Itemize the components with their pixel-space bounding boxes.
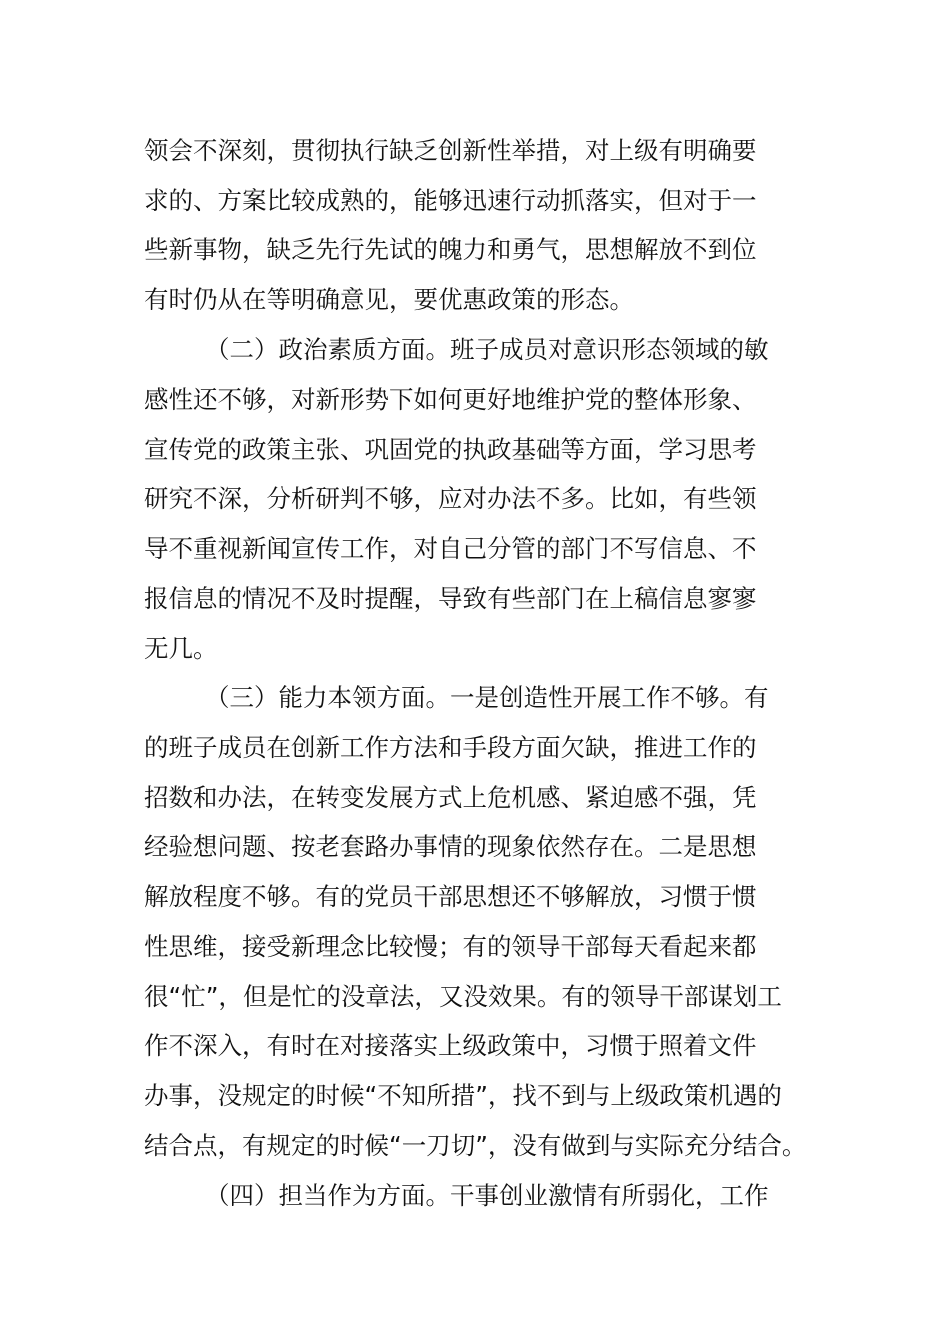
text-line: 报信息的情况不及时提醒，导致有些部门在上稿信息寥寥 bbox=[144, 584, 757, 613]
text-line: 无几。 bbox=[144, 634, 218, 663]
text-line: 宣传党的政策主张、巩固党的执政基础等方面，学习思考 bbox=[144, 435, 757, 464]
text-line: 的班子成员在创新工作方法和手段方面欠缺，推进工作的 bbox=[144, 733, 757, 762]
text-line: 感性还不够，对新形势下如何更好地维护党的整体形象、 bbox=[144, 385, 757, 414]
text-line: 性思维，接受新理念比较慢；有的领导干部每天看起来都 bbox=[144, 932, 757, 961]
text-line: 结合点，有规定的时候“一刀切”，没有做到与实际充分结合。 bbox=[144, 1131, 807, 1160]
text-line: 作不深入，有时在对接落实上级政策中，习惯于照着文件 bbox=[144, 1031, 757, 1060]
text-line: 解放程度不够。有的党员干部思想还不够解放，习惯于惯 bbox=[144, 882, 757, 911]
section-heading-line: （二）政治素质方面。班子成员对意识形态领域的敏 bbox=[205, 335, 769, 364]
text-line: 些新事物，缺乏先行先试的魄力和勇气，思想解放不到位 bbox=[144, 235, 757, 264]
text-line: 招数和办法，在转变发展方式上危机感、紧迫感不强，凭 bbox=[144, 783, 757, 812]
section-heading-line: （三）能力本领方面。一是创造性开展工作不够。有 bbox=[205, 683, 769, 712]
section-heading-line: （四）担当作为方面。干事创业激情有所弱化，工作 bbox=[205, 1181, 769, 1210]
text-line: 领会不深刻，贯彻执行缺乏创新性举措，对上级有明确要 bbox=[144, 136, 757, 165]
text-line: 导不重视新闻宣传工作，对自己分管的部门不写信息、不 bbox=[144, 534, 757, 563]
text-line: 很“忙”，但是忙的没章法，又没效果。有的领导干部谋划工 bbox=[144, 982, 782, 1011]
text-line: 办事，没规定的时候“不知所措”，找不到与上级政策机遇的 bbox=[144, 1081, 782, 1110]
text-line: 研究不深，分析研判不够，应对办法不多。比如，有些领 bbox=[144, 484, 757, 513]
text-line: 求的、方案比较成熟的，能够迅速行动抓落实，但对于一 bbox=[144, 186, 757, 215]
text-line: 有时仍从在等明确意见，要优惠政策的形态。 bbox=[144, 285, 634, 314]
text-line: 经验想问题、按老套路办事情的现象依然存在。二是思想 bbox=[144, 832, 757, 861]
